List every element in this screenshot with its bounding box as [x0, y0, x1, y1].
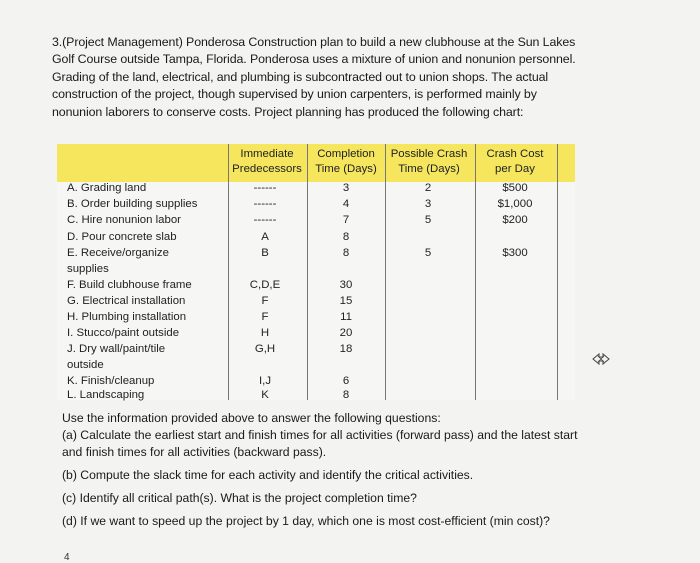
- question-c: (c) Identify all critical path(s). What is the project completion time?: [62, 491, 417, 505]
- question-a-line-2: and finish times for all activities (backward pass).: [62, 445, 327, 459]
- header-crash-time: Possible Crash Time (Days): [390, 148, 468, 175]
- column-divider: [307, 144, 308, 400]
- header-completion-time: Completion Time (Days): [315, 148, 377, 175]
- intro-line-2: Golf Course outside Tampa, Florida. Ponderosa uses a mixture of union and nonunion personnel.: [52, 52, 576, 67]
- header-crash-cost: Crash Cost per Day: [486, 148, 544, 175]
- cursor-icon: [591, 352, 611, 366]
- column-divider: [385, 144, 386, 400]
- questions-block: [62, 410, 682, 530]
- intro-line-4: construction of the project, though supervised by union carpenters, is performed mainly by: [52, 87, 537, 102]
- question-d: (d) If we want to speed up the project by 1 day, which one is most cost-efficient (min cost)?: [62, 514, 550, 528]
- page-number: 4: [64, 552, 70, 563]
- column-divider: [228, 144, 229, 400]
- intro-line-5: nonunion laborers to conserve costs. Project planning has produced the following chart:: [52, 104, 524, 119]
- problem-statement: [52, 34, 652, 121]
- question-b: (b) Compute the slack time for each activity and identify the critical activities.: [62, 468, 474, 482]
- activity-table: Immediate Predecessors Completion Time (Days) Possible Crash Time (Days) Crash Cost per Day A. Grading land ------ 3 2 $500 B. Order building supplies ------ 4 3 $1,000 C. Hire nonunion labor ------ 7 5 $200 D. Pour concrete slab A 8 E. Receive/organize B 8 5 $300 supplies F. Build clubhouse frame C,D,E 30 G. Electrical installation F 15 H. Plumbing installation F 11 I. Stucco/paint outside H 20 J. Dry wall/paint/tile G,H 18 outside K. Finish/cleanup I,J 6 L. Landscaping K 8: [57, 144, 575, 400]
- questions-lead: Use the information provided above to answer the following questions:: [62, 411, 441, 425]
- question-a-line-1: (a) Calculate the earliest start and finish times for all activities (forward pass) and the latest start: [62, 428, 578, 442]
- column-divider: [475, 144, 476, 400]
- intro-line-1: 3.(Project Management) Ponderosa Construction plan to build a new clubhouse at the Sun Lakes: [52, 35, 576, 49]
- header-predecessors: Immediate Predecessors: [232, 148, 302, 175]
- intro-line-3: Grading of the land, electrical, and plumbing is subcontracted out to union shops. The actual: [52, 69, 549, 84]
- column-divider: [557, 144, 558, 400]
